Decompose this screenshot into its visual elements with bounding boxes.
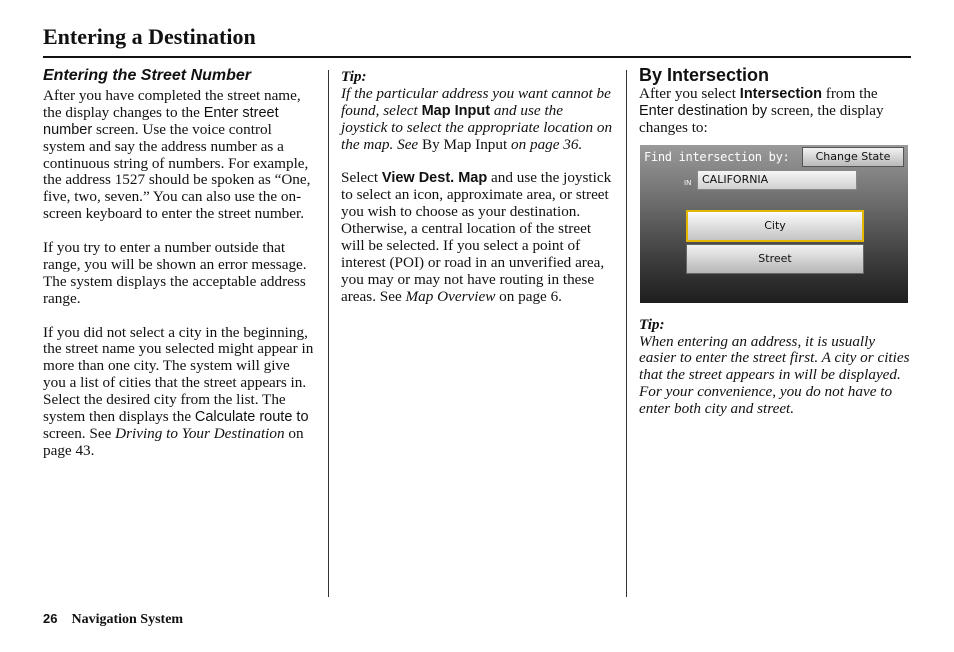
text-run: on page 6. <box>495 287 562 305</box>
state-field-label: IN <box>684 178 692 187</box>
column-divider <box>328 70 329 597</box>
text-run: After you have completed the street name, the display changes to the <box>43 86 301 121</box>
text-run: If the particular address you want cannot be found, select <box>341 84 611 119</box>
title-divider <box>43 56 911 58</box>
page-title: Entering a Destination <box>43 24 256 49</box>
cross-reference: By Map Input <box>421 135 508 153</box>
tip-intersection <box>639 317 911 418</box>
page-number: 26 <box>43 611 58 626</box>
nav-screen-find-intersection <box>640 145 908 303</box>
text-run: and use the joystick to select an icon, approximate area, or street you wish to choose as your destination. Otherwise, a central location of the street will be selected. If you select a point of interest (POI) or road in an unverified area, you may or may not have routing in these areas. See <box>341 169 612 305</box>
change-state-button[interactable]: Change State <box>802 147 904 167</box>
paragraph-out-of-range: If you try to enter a number outside that range, you will be shown an error message. The system displays the acceptable address range. <box>43 239 307 307</box>
screen-title: Find intersection by: <box>644 149 790 164</box>
state-field: CALIFORNIA <box>697 170 857 190</box>
column-divider <box>626 70 627 597</box>
text-run: screen. See <box>43 425 116 442</box>
street-button[interactable]: Street <box>686 244 864 274</box>
text-run: from the <box>821 84 878 102</box>
ui-term-enter-destination-by: Enter destination by <box>639 102 768 119</box>
section-heading-street-number: Entering the Street Number <box>43 67 252 84</box>
paragraph-multiple-cities <box>43 325 315 460</box>
text-run: After you select <box>639 84 740 102</box>
text-run: on page 36. <box>507 135 583 153</box>
cross-reference: Map Overview <box>405 287 496 305</box>
tip-label: Tip: <box>341 68 367 85</box>
city-button[interactable]: City <box>686 210 864 242</box>
column-left <box>43 66 315 477</box>
footer-section-name: Navigation System <box>71 612 184 627</box>
text-run: screen. Use the voice control system and say the address number as a continuous string of numbers. For example, the address 1527 should be spoken as “One, five, two, seven.” You can also use the on-screen keyboard to enter the street number. <box>43 120 311 223</box>
text-run: screen, the display changes to: <box>639 101 884 136</box>
column-middle <box>341 66 613 323</box>
text-run: Select <box>341 169 382 187</box>
section-heading-by-intersection: By Intersection <box>639 65 770 85</box>
tip-map-input <box>341 69 613 154</box>
cross-reference: Driving to Your Destination <box>115 425 285 442</box>
paragraph-view-dest-map <box>341 170 613 305</box>
ui-term-view-dest-map: View Dest. Map <box>381 170 488 187</box>
text-run: on page 43. <box>43 425 304 459</box>
ui-term-intersection: Intersection <box>739 85 822 102</box>
page-footer <box>43 611 183 628</box>
ui-term-map-input: Map Input <box>421 102 491 119</box>
tip-text: When entering an address, it is usually easier to enter the street first. A city or cities that the street appears in will be displayed. For your convenience, you do not have to enter both city and street. <box>639 332 910 418</box>
ui-term-enter-street-number: Enter street number <box>43 104 279 138</box>
text-run: If you did not select a city in the beginning, the street name you selected might appear in more than one city. The system will give you a list of cities that the street appears in. Select the desired city from the list. The system then displays the <box>43 323 314 426</box>
text-run: and use the joystick to select the appropriate location on the map. See <box>341 101 613 153</box>
ui-term-calculate-route: Calculate route to <box>194 409 309 426</box>
paragraph-street-number-intro <box>43 88 315 223</box>
paragraph-intersection-intro <box>639 86 911 137</box>
column-right <box>639 66 911 435</box>
tip-label: Tip: <box>639 315 665 333</box>
